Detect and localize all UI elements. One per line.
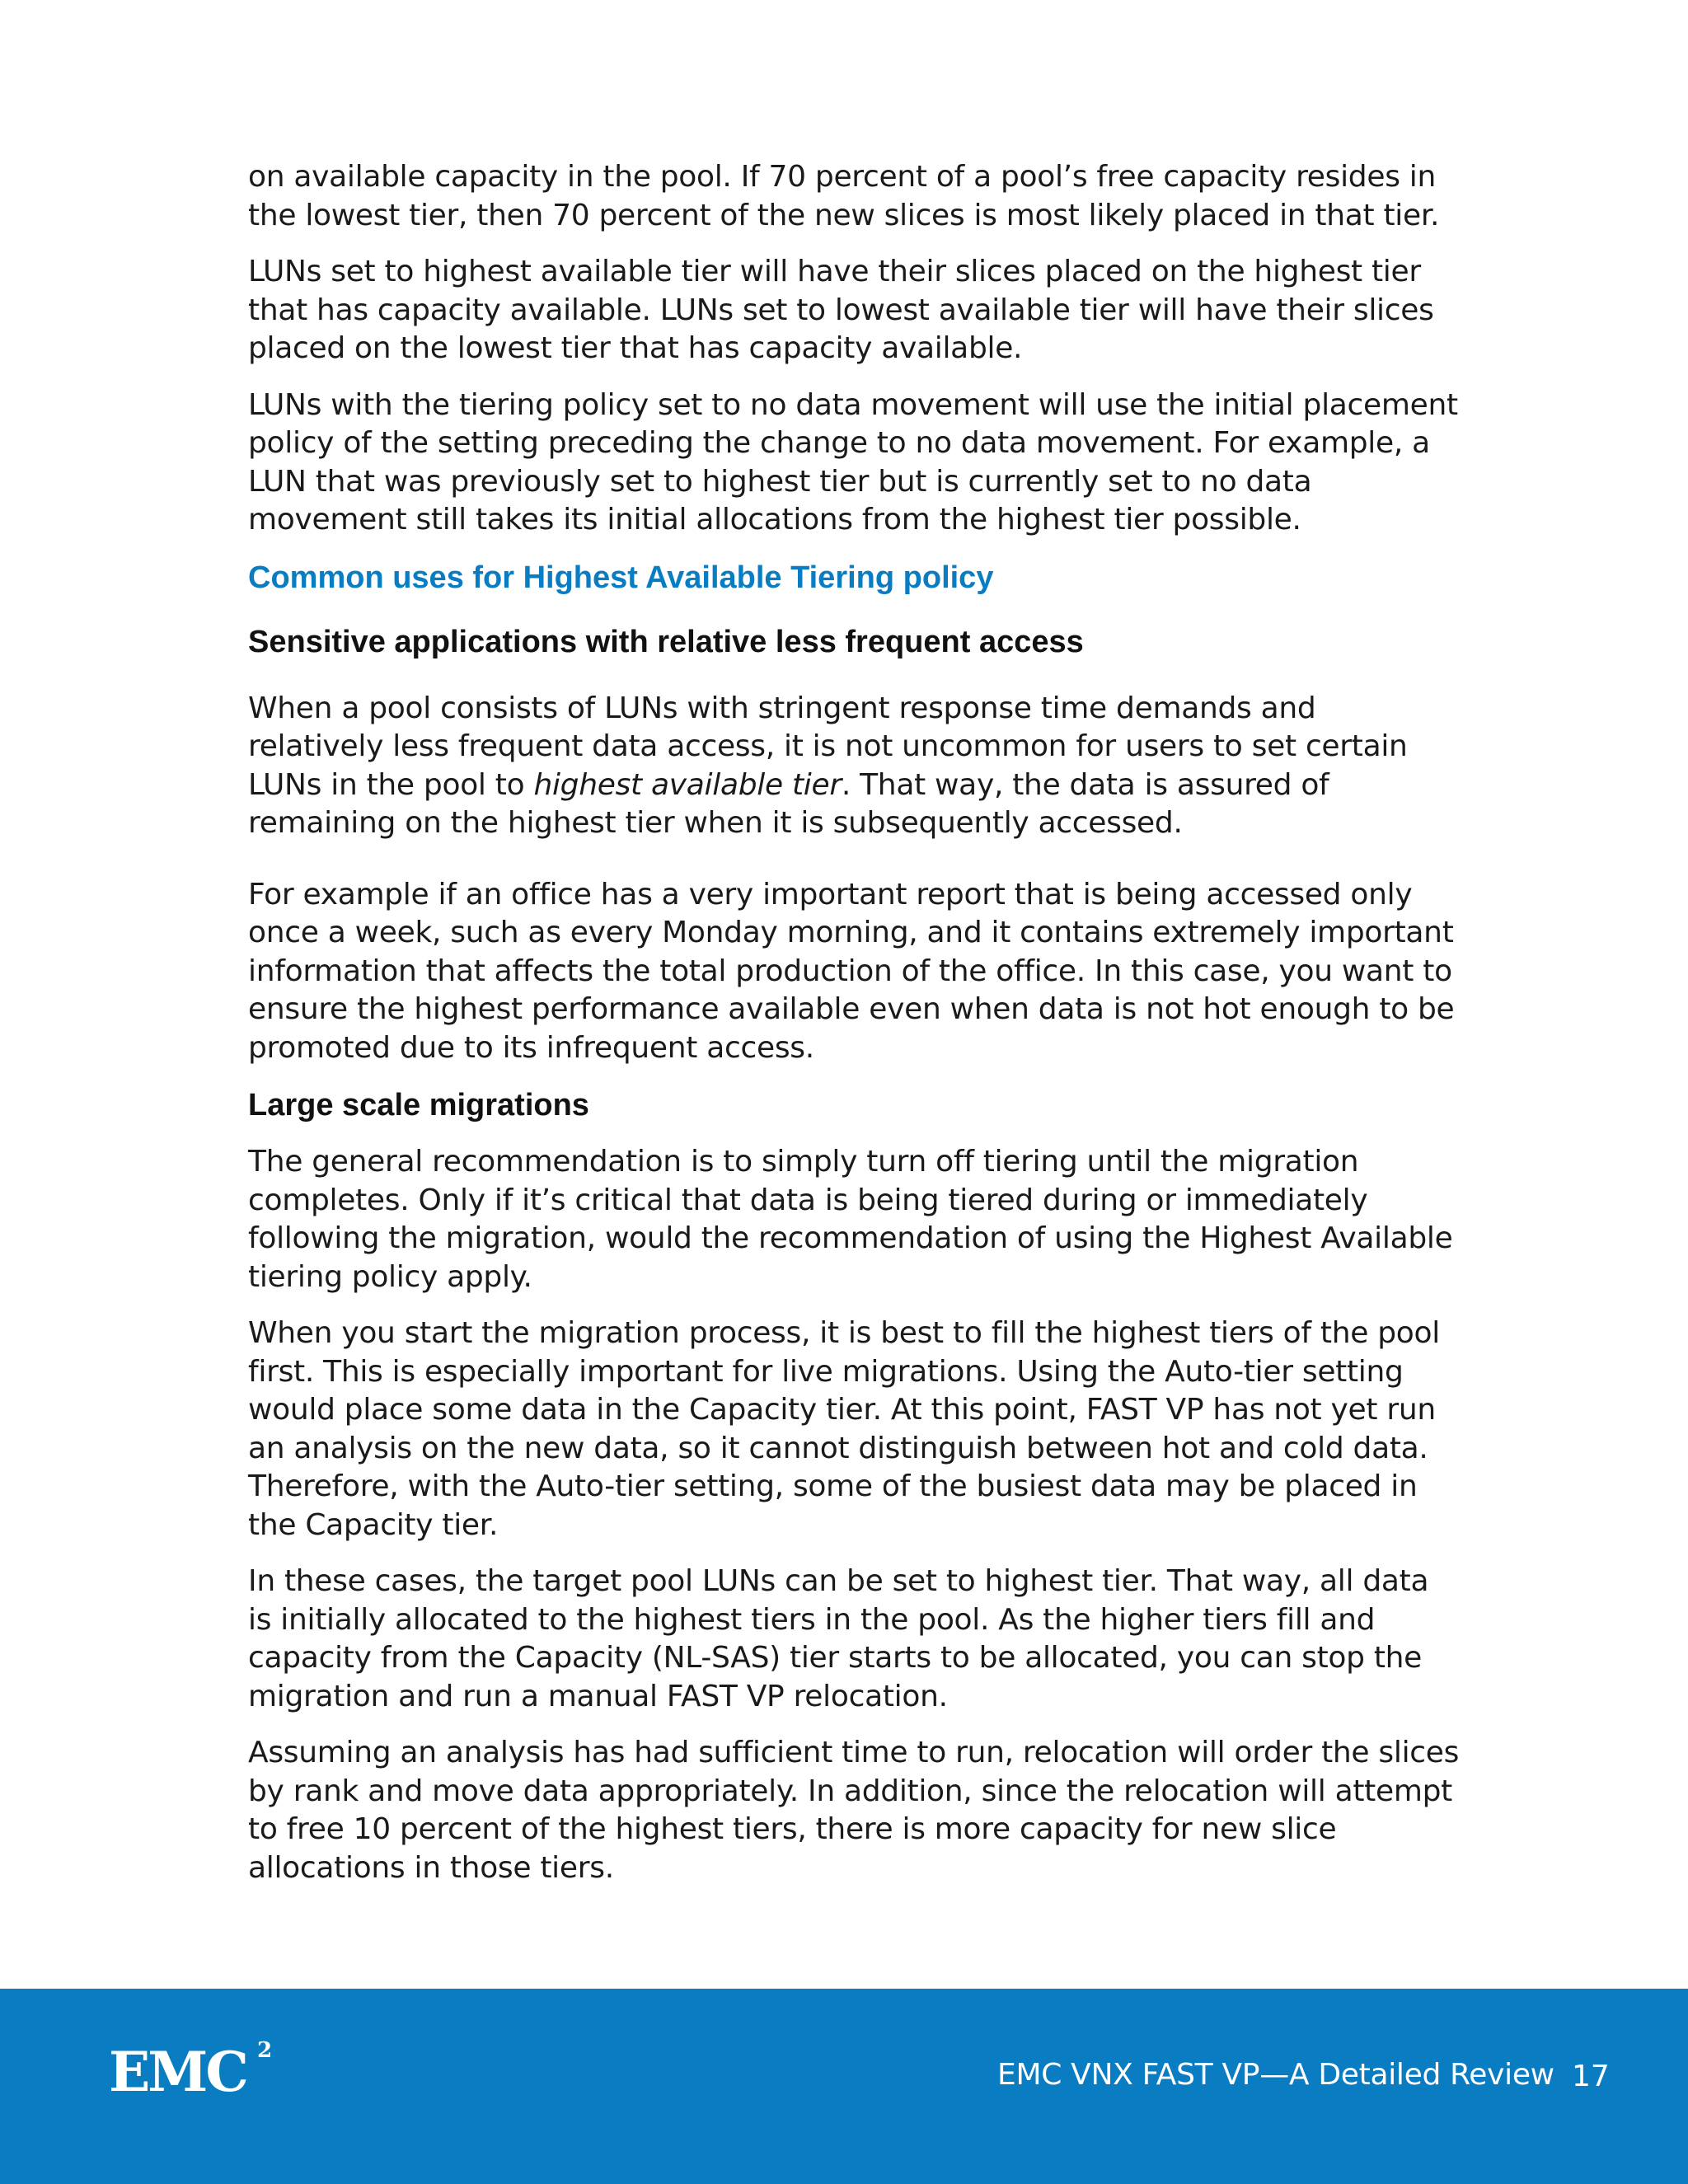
- migrations-paragraph-1: The general recommendation is to simply turn off tiering until the migration completes. Only if it’s critical that data is being tiered during or immediately following the migration, would the recommendation of using the Highest Available tiering policy apply.: [248, 1145, 1453, 1294]
- intro-paragraph-3: LUNs with the tiering policy set to no data movement will use the initial placement policy of the setting preceding the change to no data movement. For example, a LUN that was previously set to highest tier but is currently set to no data movement still takes its initial allocations from the highest tier possible.: [248, 387, 1458, 537]
- page-content: [248, 158, 1460, 1905]
- logo-text: EMC: [109, 2040, 246, 2104]
- page-number: 17: [1572, 2060, 1610, 2093]
- sensitive-p1-after: . That way, the data is assured of remaining on the highest tier when it is subsequently accessed.: [248, 767, 1329, 840]
- migrations-heading: Large scale migrations: [248, 1088, 589, 1122]
- sensitive-paragraph-2: For example if an office has a very important report that is being accessed only once a week, such as every Monday morning, and it contains extremely important information that affects the total production of the office. In this case, you want to ensure the highest performance available even when data is not hot enough to be promoted due to its infrequent access.: [248, 877, 1455, 1065]
- sensitive-p1-before: When a pool consists of LUNs with stringent response time demands and relatively less frequent data access, it is not uncommon for users to set certain LUNs in the pool to: [248, 691, 1408, 802]
- sensitive-paragraph-1: [248, 690, 1460, 843]
- migrations-paragraph-3: In these cases, the target pool LUNs can be set to highest tier. That way, all data is initially allocated to the highest tiers in the pool. As the higher tiers fill and capacity from the Capacity (NL-SAS) tier starts to be allocated, you can stop the migration and run a manual FAST VP relocation.: [248, 1564, 1429, 1713]
- emc-logo: [109, 2038, 273, 2104]
- page-footer: [0, 1989, 1688, 2184]
- migrations-paragraph-2: When you start the migration process, it is best to fill the highest tiers of the pool first. This is especially important for live migrations. Using the Auto-tier setting would place some data in the Capacity tier. At this point, FAST VP has not yet run an analysis on the new data, so it cannot distinguish between hot and cold data. Therefore, with the Auto-tier setting, some of the busiest data may be placed in the Capacity tier.: [248, 1316, 1440, 1542]
- sensitive-apps-heading: Sensitive applications with relative less frequent access: [248, 624, 1084, 659]
- section-heading: Common uses for Highest Available Tiering policy: [248, 560, 994, 595]
- intro-paragraph-1: on available capacity in the pool. If 70 percent of a pool’s free capacity resides in the lowest tier, then 70 percent of the new slices is most likely placed in that tier.: [248, 160, 1440, 232]
- footer-document-title: EMC VNX FAST VP—A Detailed Review: [997, 2058, 1554, 2092]
- logo-superscript: 2: [257, 2038, 273, 2063]
- migrations-paragraph-4: Assuming an analysis has had sufficient time to run, relocation will order the slices by rank and move data appropriately. In addition, since the relocation will attempt to free 10 percent of the highest tiers, there is more capacity for new slice allocations in those tiers.: [248, 1736, 1460, 1885]
- intro-paragraph-2: LUNs set to highest available tier will have their slices placed on the highest tier that has capacity available. LUNs set to lowest available tier will have their slices placed on the lowest tier that has capacity available.: [248, 255, 1434, 365]
- sensitive-p1-italic: highest available tier: [533, 767, 842, 802]
